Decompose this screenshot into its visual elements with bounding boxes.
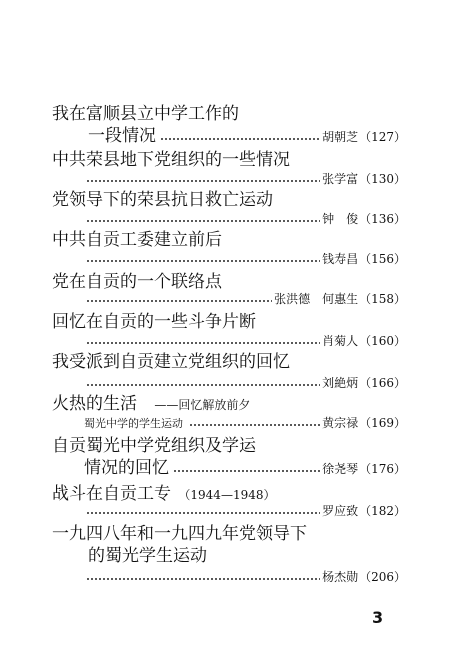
toc-author: 罗应致 [322,504,359,518]
toc-author: 刘絶炳 [322,376,359,390]
toc-title: 中共荣县地下党组织的一些情况 [52,150,290,170]
toc-page-ref: （166） [359,376,406,390]
toc-entry-row [84,252,406,266]
toc-entry-row [84,570,406,584]
toc-title-note: （1944—1948） [178,488,276,502]
toc-author: 张学富 [322,172,359,186]
toc-title: 火热的生活 [52,394,137,414]
toc-title: 一九四八年和一九四九年党领导下 [52,524,307,544]
toc-author: 徐尧琴 [322,462,359,476]
toc-subtitle-continued: 蜀光中学的学生运动 [84,417,183,430]
toc-page-ref: （127） [359,130,406,144]
toc-title: 中共自贡工委建立前后 [52,230,222,250]
toc-title-continued: 的蜀光学生运动 [88,546,207,566]
toc-page-ref: （130） [359,172,406,186]
toc-title: 战斗在自贡工专 [52,484,171,504]
leader-dots [86,340,320,346]
toc-author: 黄宗禄 [322,416,359,430]
toc-entry-row [84,416,406,430]
leader-dots [86,510,320,516]
toc-author: 张洪德 何惠生 [274,292,359,306]
leader-dots [86,576,320,582]
toc-title-continued: 情况的回忆 [84,458,169,478]
toc-title-block [52,394,250,414]
toc-author: 杨杰勋 [322,570,359,584]
toc-page-ref: （160） [359,334,406,348]
toc-page-ref: （136） [359,212,406,226]
toc-entry-row [84,212,406,226]
toc-entry-row [84,172,406,186]
leader-dots [86,258,320,264]
toc-entry-row [84,334,406,348]
leader-dots [86,298,272,304]
toc-title-block [52,484,276,505]
toc-author: 胡朝芝 [322,130,359,144]
leader-dots [86,178,320,184]
toc-page-ref: （206） [359,570,406,584]
toc-title: 我在富顺县立中学工作的 [52,104,239,124]
toc-title: 党领导下的荣县抗日救亡运动 [52,190,273,210]
toc-author: 肖菊人 [322,334,359,348]
toc-author: 钟 俊 [322,212,359,226]
toc-page-ref: （169） [359,416,406,430]
toc-entry-row [84,376,406,390]
page-number: 3 [372,608,384,627]
toc-title: 我受派到自贡建立党组织的回忆 [52,352,290,372]
toc-page-ref: （158） [359,292,406,306]
toc-title: 党在自贡的一个联络点 [52,272,222,292]
toc-entry-row [88,126,406,146]
toc-entry-row [84,458,406,478]
toc-entry-row [84,292,406,306]
leader-dots [86,382,320,388]
leader-dots [86,218,320,224]
leader-dots [189,422,320,428]
toc-subtitle: ——回忆解放前夕 [154,398,251,412]
leader-dots [173,468,320,474]
toc-page-ref: （182） [359,504,406,518]
toc-author: 钱寿昌 [322,252,359,266]
toc-entry-row [84,504,406,518]
toc-title: 回忆在自贡的一些斗争片断 [52,312,256,332]
toc-title-continued: 一段情况 [88,126,156,146]
leader-dots [160,136,320,142]
toc-page-ref: （176） [359,462,406,476]
toc-title: 自贡蜀光中学党组织及学运 [52,436,256,456]
toc-page-ref: （156） [359,252,406,266]
